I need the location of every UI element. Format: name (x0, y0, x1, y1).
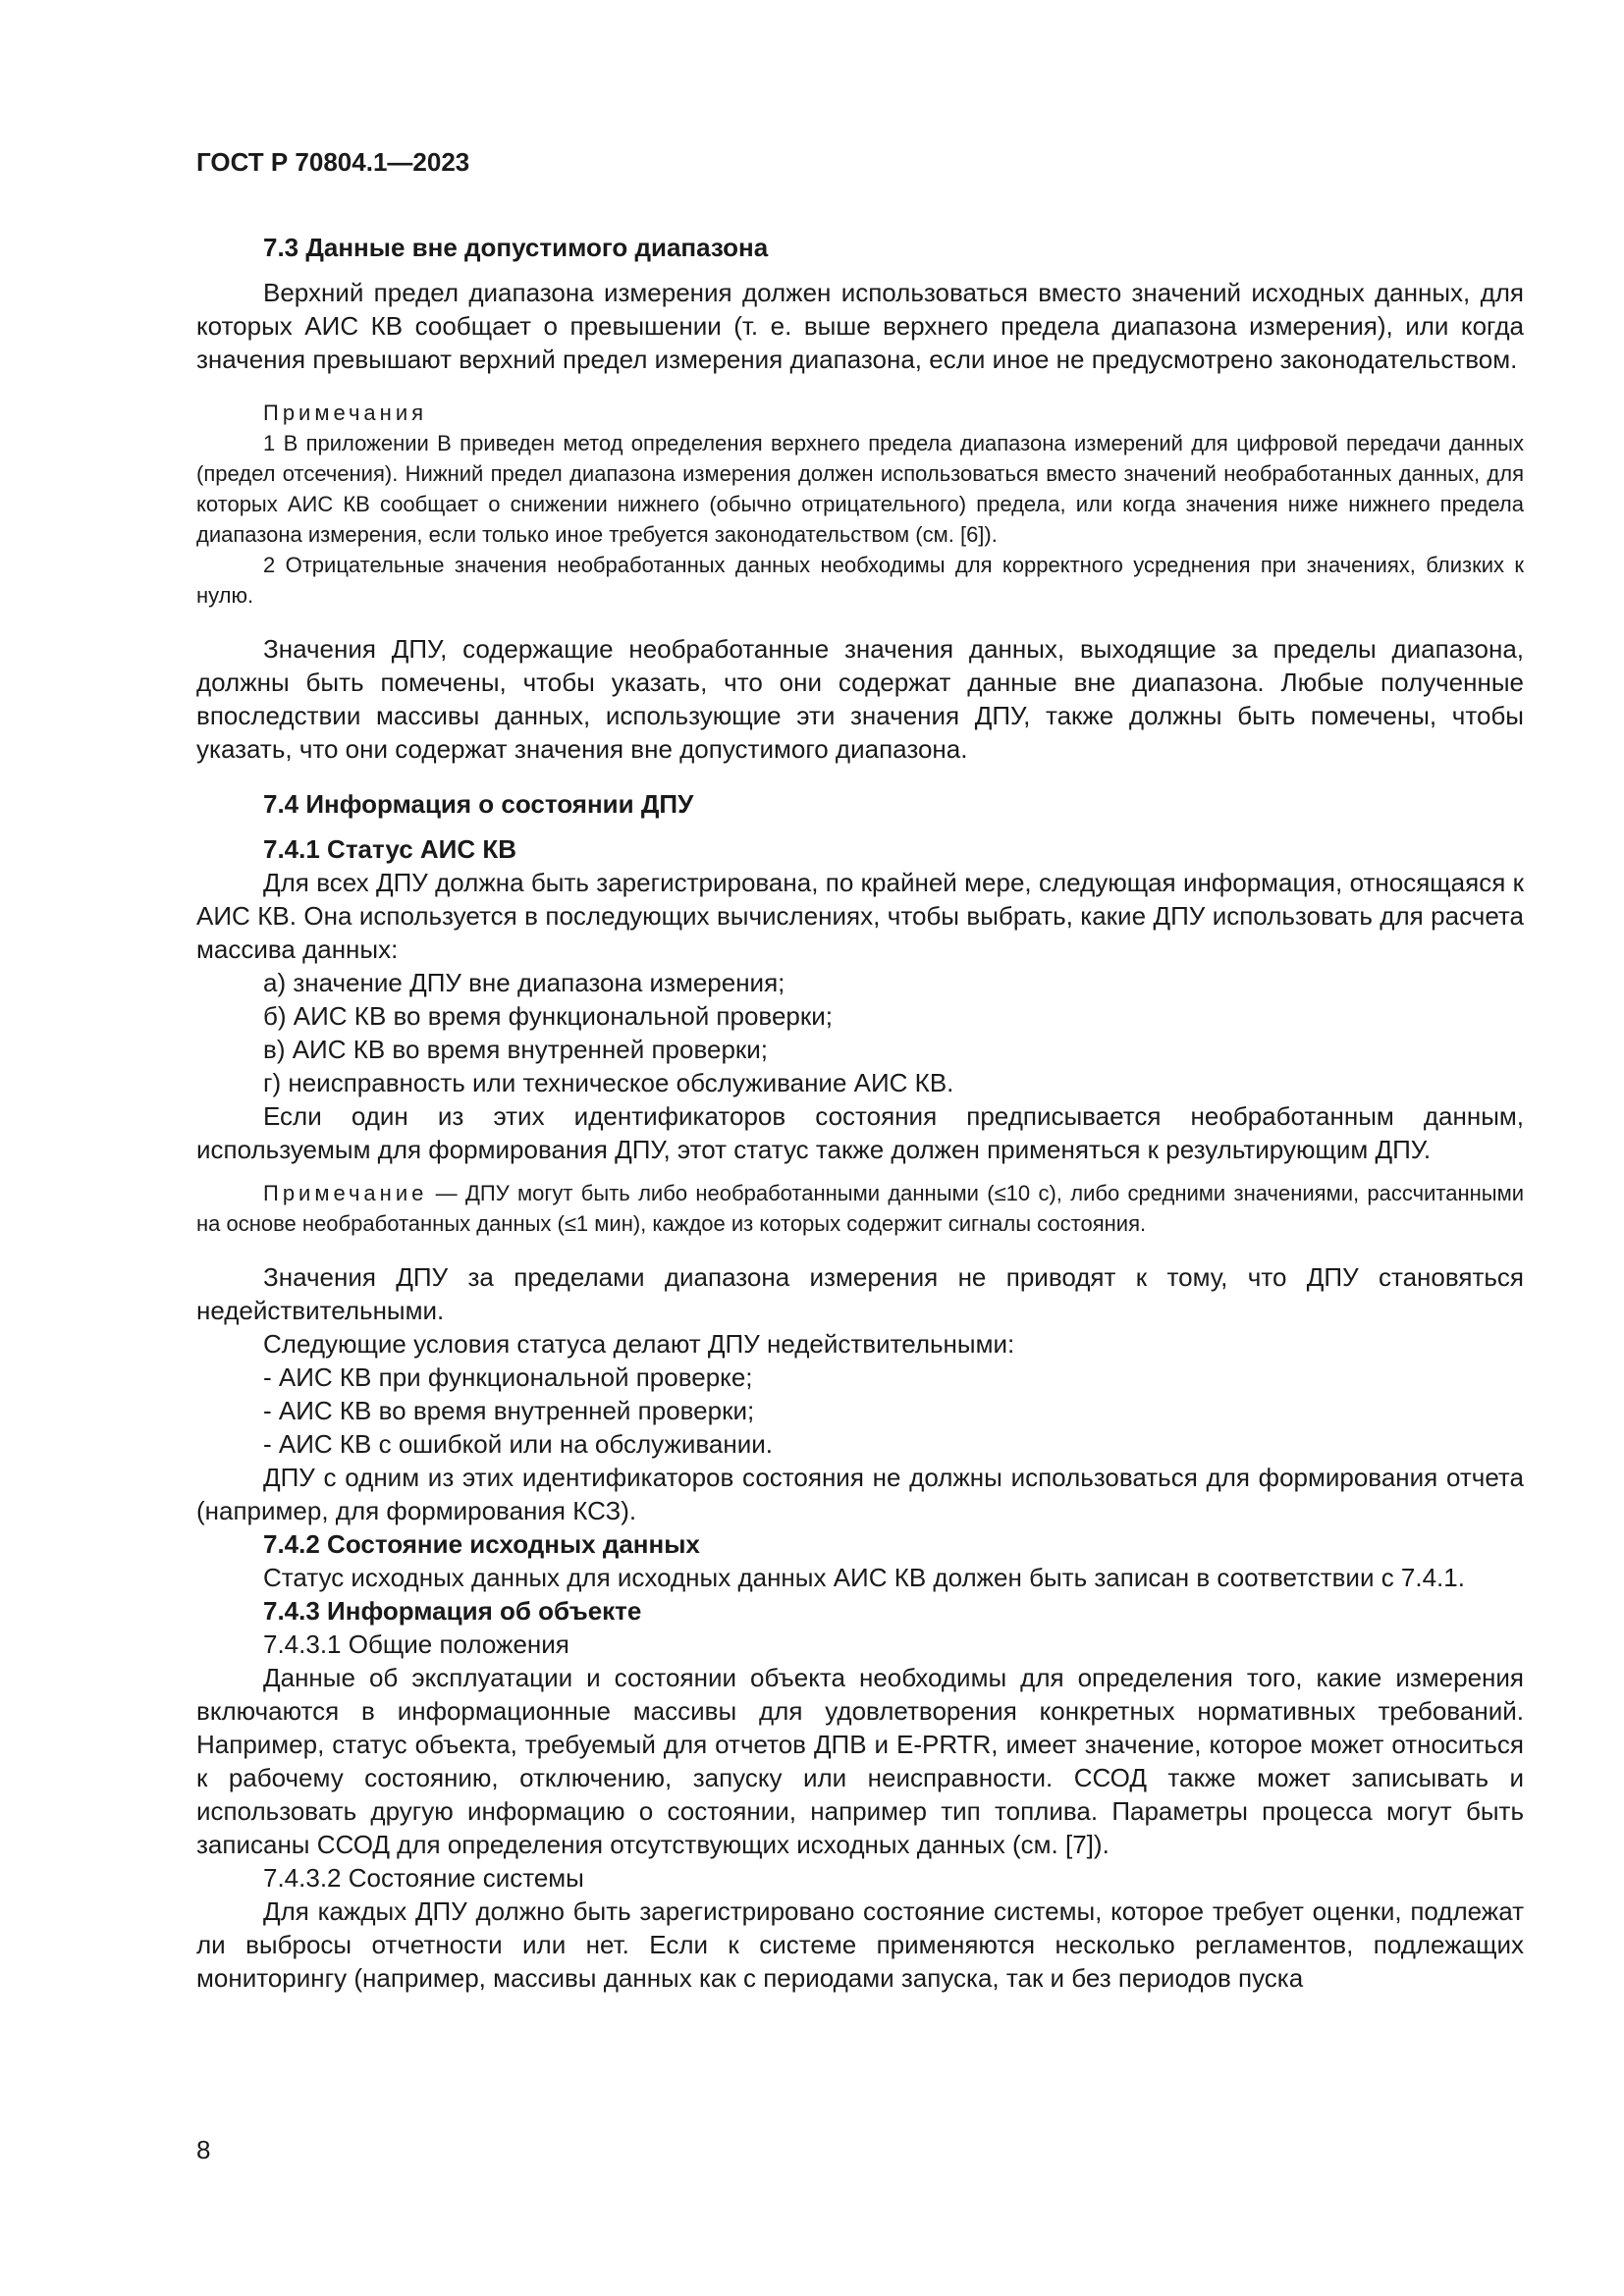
paragraph: Для всех ДПУ должна быть зарегистрирована, по крайней мере, следующая информация, относящаяся к АИС КВ. Она используется в последующих вычислениях, чтобы выбрать, какие ДПУ использовать для расчета массива данных: (196, 868, 1524, 964)
subsection-heading-7-4-3-1: 7.4.3.1 Общие положения (263, 1629, 569, 1659)
paragraph: Данные об эксплуатации и состоянии объекта необходимы для определения того, какие измерения включаются в информационные массивы для удовлетворения конкретных нормативных требований. Например, статус объекта, требуемый для отчетов ДПВ и E-PRTR, имеет значение, которое может относиться к рабочему состоянию, отключению, запуску или неисправности. ССОД также может записывать и использовать другую информацию о состоянии, например тип топлива. Параметры процесса могут быть записаны ССОД для определения отсутствующих исходных данных (см. [7]). (196, 1663, 1524, 1859)
note-1: 1 В приложении В приведен метод определения верхнего предела диапазона измерений для цифровой передачи данных (предел отсечения). Нижний предел диапазона измерения должен использоваться вместо значений необработанных данных, для которых АИС КВ сообщает о снижении нижнего (обычно отрицательного) предела, или когда значения ниже нижнего предела диапазона измерения, если только иное требуется законодательством (см. [6]). (196, 431, 1524, 547)
paragraph: Значения ДПУ за пределами диапазона измерения не приводят к тому, что ДПУ становяться недействительными. (196, 1262, 1524, 1325)
document-page (196, 147, 1524, 1995)
paragraph: Если один из этих идентификаторов состояния предписывается необработанным данным, используемым для формирования ДПУ, этот статус также должен применяться к результирующим ДПУ. (196, 1101, 1524, 1164)
paragraph: Следующие условия статуса делают ДПУ недействительными: (263, 1329, 1015, 1359)
paragraph: Значения ДПУ, содержащие необработанные значения данных, выходящие за пределы диапазона, должны быть помечены, чтобы указать, что они содержат данные вне диапазона. Любые полученные впоследствии массивы данных, использующие эти значения ДПУ, также должны быть помечены, чтобы указать, что они содержат значения вне допустимого диапазона. (196, 634, 1524, 764)
subsection-heading-7-4-3-2: 7.4.3.2 Состояние системы (263, 1863, 584, 1893)
list-item: а) значение ДПУ вне диапазона измерения; (263, 968, 785, 997)
notes-label: Примечания (263, 400, 428, 425)
section-heading-7-4-3: 7.4.3 Информация об объекте (263, 1596, 642, 1626)
paragraph: Для каждых ДПУ должно быть зарегистрировано состояние системы, которое требует оценки, подлежат ли выбросы отчетности или нет. Если к системе применяются несколько регламентов, подлежащих мониторингу (например, массивы данных как с периодами запуска, так и без периодов пуска (196, 1896, 1524, 1993)
paragraph: Верхний предел диапазона измерения должен использоваться вместо значений исходных данных, для которых АИС КВ сообщает о превышении (т. е. выше верхнего предела диапазона измерения), или когда значения превышают верхний предел измерения диапазона, если иное не предусмотрено законодательством. (196, 278, 1524, 374)
paragraph: ДПУ с одним из этих идентификаторов состояния не должны использоваться для формирования отчета (например, для формирования КСЗ). (196, 1463, 1524, 1525)
list-item: г) неисправность или техническое обслуживание АИС КВ. (263, 1068, 954, 1097)
note-label: Примечание (263, 1181, 428, 1205)
section-heading-7-4-1: 7.4.1 Статус АИС КВ (263, 834, 517, 864)
list-item: - АИС КВ во время внутренней проверки; (263, 1396, 755, 1425)
list-item: - АИС КВ при функциональной проверке; (263, 1362, 753, 1392)
note-2: 2 Отрицательные значения необработанных данных необходимы для корректного усреднения при значениях, близких к нулю. (196, 553, 1524, 608)
list-item: б) АИС КВ во время функциональной проверки; (263, 1001, 833, 1031)
list-item: - АИС КВ с ошибкой или на обслуживании. (263, 1429, 773, 1459)
list-item: в) АИС КВ во время внутренней проверки; (263, 1035, 769, 1064)
note (196, 1178, 1524, 1239)
section-heading-7-4-2: 7.4.2 Состояние исходных данных (263, 1529, 700, 1559)
section-heading-7-4: 7.4 Информация о состоянии ДПУ (263, 789, 694, 819)
paragraph: Статус исходных данных для исходных данных АИС КВ должен быть записан в соответствии с 7.4.1. (263, 1563, 1465, 1592)
page-number: 8 (196, 2135, 211, 2164)
document-header: ГОСТ Р 70804.1—2023 (196, 147, 470, 177)
note-text: — ДПУ могут быть либо необработанными данными (≤10 с), либо средними значениями, рассчитанными на основе необработанных данных (≤1 мин), каждое из которых содержит сигналы состояния. (196, 1181, 1524, 1236)
section-heading-7-3: 7.3 Данные вне допустимого диапазона (263, 233, 769, 262)
